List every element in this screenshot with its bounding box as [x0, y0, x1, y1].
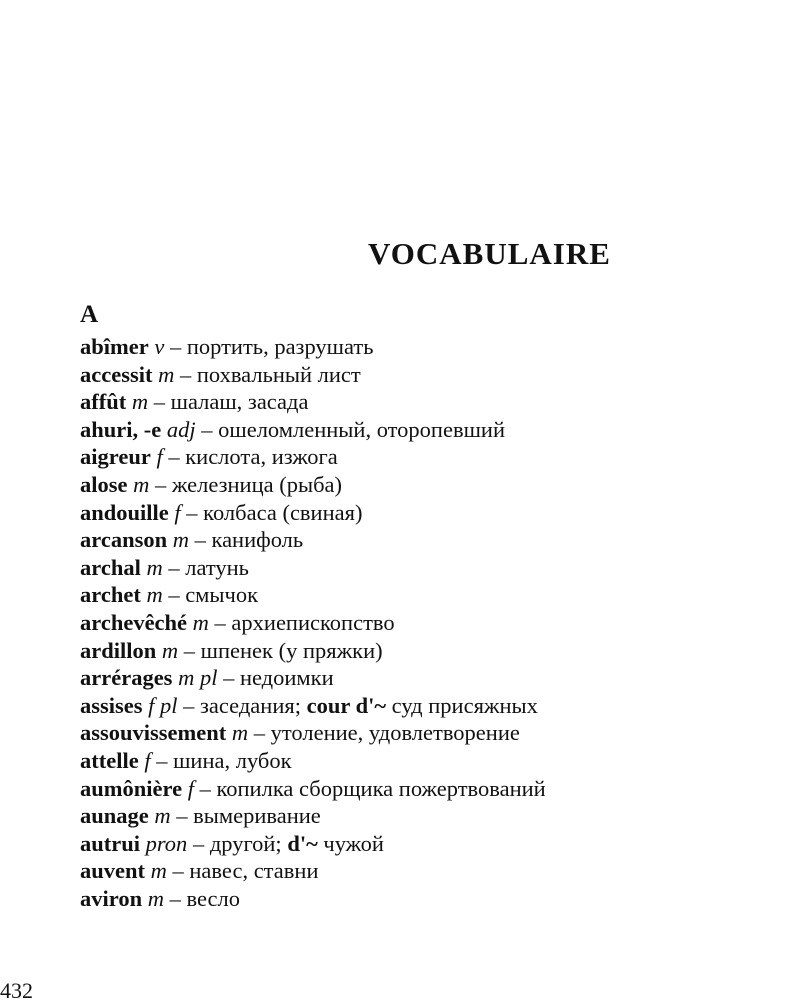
- entry-grammar: m: [150, 858, 167, 884]
- entry-term: alose: [80, 471, 128, 497]
- vocabulary-entry: [80, 830, 546, 858]
- entry-translation: похвальный лист: [196, 361, 361, 387]
- entry-grammar: m: [131, 389, 149, 415]
- entry-term: archal: [80, 554, 141, 580]
- entry-translation: латунь: [185, 554, 249, 580]
- vocabulary-entry: [80, 719, 546, 747]
- entry-grammar: f: [156, 444, 163, 470]
- vocabulary-entry: [80, 443, 546, 471]
- entry-translation: портить, разрушать: [186, 334, 374, 359]
- entry-translation: весло: [186, 885, 240, 911]
- entry-separator: –: [194, 527, 206, 553]
- entry-grammar: adj: [166, 416, 196, 442]
- vocabulary-entry: [80, 775, 546, 803]
- entry-grammar: pron: [145, 830, 188, 856]
- entry-translation: ошеломленный, оторопевший: [218, 416, 505, 442]
- entry-translation: другой;: [209, 830, 282, 856]
- entry-term: aunage: [80, 803, 149, 829]
- entry-term: autrui: [80, 830, 141, 856]
- entry-term: aviron: [80, 885, 143, 911]
- entry-translation: смычок: [185, 582, 259, 608]
- entry-separator: –: [199, 775, 211, 801]
- entry-phrase-translation: суд присяжных: [391, 692, 538, 718]
- vocabulary-entry: [80, 637, 546, 665]
- entry-separator: –: [168, 554, 180, 580]
- vocabulary-entry: [80, 885, 546, 913]
- entry-separator: –: [223, 665, 235, 691]
- vocabulary-entry: [80, 416, 546, 444]
- entry-grammar: f pl: [148, 692, 178, 718]
- entry-grammar: m pl: [178, 665, 218, 691]
- vocabulary-list: [80, 333, 546, 912]
- entry-grammar: m: [192, 609, 209, 635]
- entry-translation: шалаш, засада: [170, 389, 309, 415]
- entry-translation: шина, лубок: [173, 747, 292, 773]
- entry-term: assouvissement: [80, 720, 227, 746]
- entry-term: accessit: [80, 361, 153, 387]
- vocabulary-entry: [80, 581, 546, 609]
- entry-phrase: cour d'~: [306, 692, 387, 718]
- entry-grammar: m: [133, 471, 150, 497]
- entry-translation: колбаса (свиная): [203, 499, 363, 525]
- entry-separator: –: [179, 361, 192, 387]
- entry-translation: вымеривание: [193, 803, 321, 829]
- entry-term: auvent: [80, 858, 146, 884]
- vocabulary-entry: [80, 361, 546, 389]
- entry-separator: –: [169, 334, 182, 359]
- entry-translation: кислота, изжога: [185, 444, 338, 470]
- entry-translation: канифоль: [211, 527, 304, 553]
- entry-term: archevêché: [80, 609, 188, 635]
- entry-separator: –: [153, 389, 165, 415]
- entry-separator: –: [201, 416, 213, 442]
- entry-separator: –: [168, 582, 180, 608]
- entry-grammar: f: [174, 499, 181, 525]
- entry-grammar: m: [172, 527, 189, 553]
- entry-term: arrérages: [80, 665, 173, 691]
- vocabulary-entry: [80, 333, 546, 361]
- entry-separator: –: [214, 609, 226, 635]
- entry-term: ardillon: [80, 637, 157, 663]
- entry-grammar: f: [144, 747, 151, 773]
- entry-term: andouille: [80, 499, 169, 525]
- entry-translation: заседания;: [200, 692, 301, 718]
- entry-grammar: m: [147, 885, 164, 911]
- entry-translation: железница (рыба): [171, 471, 343, 497]
- vocabulary-entry: [80, 499, 546, 527]
- entry-separator: –: [168, 444, 180, 470]
- entry-grammar: m: [154, 803, 171, 829]
- entry-grammar: m: [146, 582, 163, 608]
- entry-separator: –: [183, 692, 195, 718]
- entry-grammar: m: [231, 720, 249, 746]
- entry-separator: –: [186, 499, 198, 525]
- vocabulary-entry: [80, 802, 546, 830]
- entry-translation: архиепископство: [231, 609, 395, 635]
- entry-term: ahuri, -e: [80, 416, 162, 442]
- entry-term: abîmer: [80, 334, 149, 359]
- entry-translation: утоление, удовлетворение: [270, 720, 520, 746]
- entry-separator: –: [156, 747, 168, 773]
- entry-term: assises: [80, 692, 143, 718]
- entry-term: arcanson: [80, 527, 168, 553]
- vocabulary-entry: [80, 554, 546, 582]
- entry-grammar: m: [158, 361, 175, 387]
- vocabulary-entry: [80, 664, 546, 692]
- entry-translation: навес, ставни: [189, 858, 319, 884]
- entry-term: aumônière: [80, 775, 183, 801]
- entry-translation: шпенек (у пряжки): [200, 637, 383, 663]
- vocabulary-entry: [80, 609, 546, 637]
- entry-separator: –: [172, 858, 184, 884]
- entry-translation: копилка сборщика пожертвований: [216, 775, 546, 801]
- vocabulary-entry: [80, 526, 546, 554]
- entry-grammar: f: [187, 775, 194, 801]
- entry-separator: –: [192, 830, 205, 856]
- entry-phrase: d'~: [287, 830, 318, 856]
- entry-separator: –: [183, 637, 196, 663]
- page-title: VOCABULAIRE: [368, 236, 611, 271]
- entry-term: aigreur: [80, 444, 151, 470]
- entry-grammar: m: [146, 554, 163, 580]
- vocabulary-entry: [80, 388, 546, 416]
- entry-translation: недоимки: [239, 665, 334, 691]
- section-letter: A: [80, 301, 99, 328]
- entry-separator: –: [253, 720, 266, 746]
- entry-grammar: v: [154, 334, 165, 359]
- entry-phrase-translation: чужой: [323, 830, 384, 856]
- entry-term: attelle: [80, 747, 139, 773]
- page-number: 432: [0, 978, 33, 1003]
- vocabulary-entry: [80, 692, 546, 720]
- entry-separator: –: [169, 885, 181, 911]
- vocabulary-entry: [80, 857, 546, 885]
- entry-term: affût: [80, 389, 127, 415]
- entry-separator: –: [176, 803, 188, 829]
- entry-term: archet: [80, 582, 141, 608]
- vocabulary-entry: [80, 471, 546, 499]
- entry-grammar: m: [161, 637, 179, 663]
- entry-separator: –: [155, 471, 167, 497]
- vocabulary-entry: [80, 747, 546, 775]
